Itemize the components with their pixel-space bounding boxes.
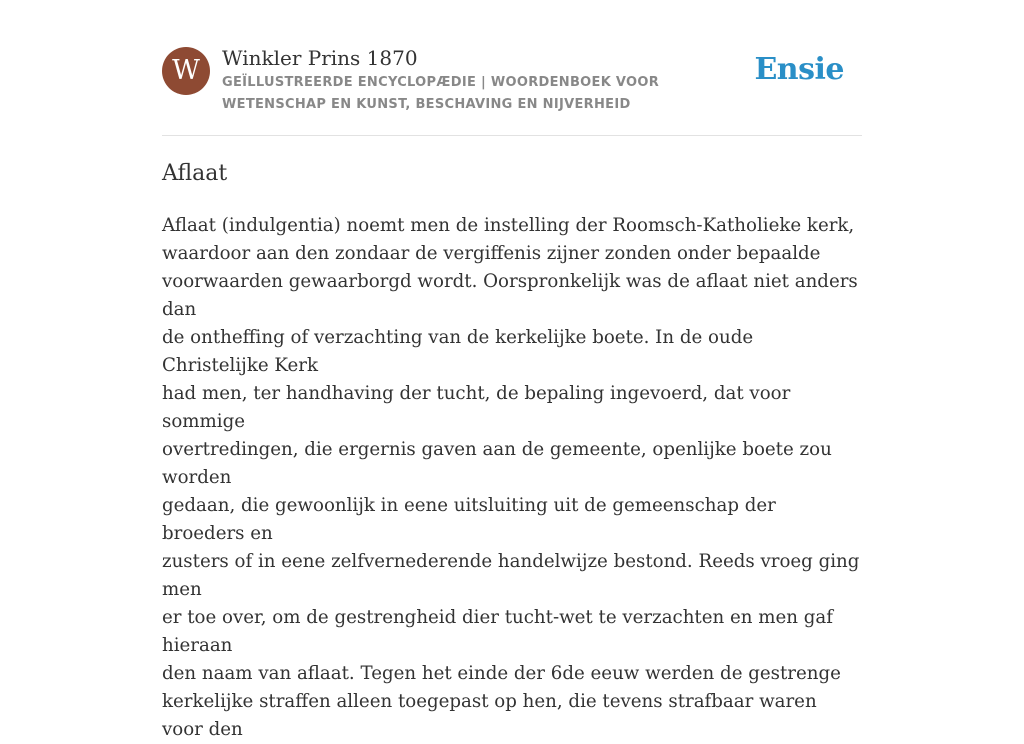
- divider: [162, 135, 862, 136]
- avatar[interactable]: W: [162, 47, 210, 95]
- article-title: Aflaat: [162, 161, 228, 186]
- header: [162, 44, 862, 124]
- brand-logo[interactable]: Ensie: [754, 52, 844, 87]
- article-body: Aflaat (indulgentia) noemt men de instelling der Roomsch-Katholieke kerk, waardoor aan den zondaar de vergiffenis zijner zonden onder bepaalde voorwaarden gewaarborgd wordt. Oorspronkelijk was de aflaat niet anders dan de ontheffing of verzachting van de kerkelijke boete. In de oude Christelijke Kerk had men, ter handhaving der tucht, de bepaling ingevoerd, dat voor sommige overtredingen, die ergernis gaven aan de gemeente, openlijke boete zou worden gedaan, die gewoonlijk in eene uitsluiting uit de gemeenschap der broeders en zusters of in eene zelfvernederende handelwijze bestond. Reeds vroeg ging men er toe over, om de gestrengheid dier tucht-wet te verzachten en men gaf hieraan den naam van aflaat. Tegen het einde der 6de eeuw werden de gestrenge kerkelijke straffen alleen toegepast op hen, die tevens strafbaar waren voor den: [162, 215, 860, 740]
- site-subtitle: GEÏLLUSTREERDE ENCYCLOPÆDIE | WOORDENBOEK VOOR WETENSCHAP EN KUNST, BESCHAVING EN NIJVERHEID: [222, 75, 660, 112]
- site-title[interactable]: Winkler Prins 1870: [222, 46, 418, 70]
